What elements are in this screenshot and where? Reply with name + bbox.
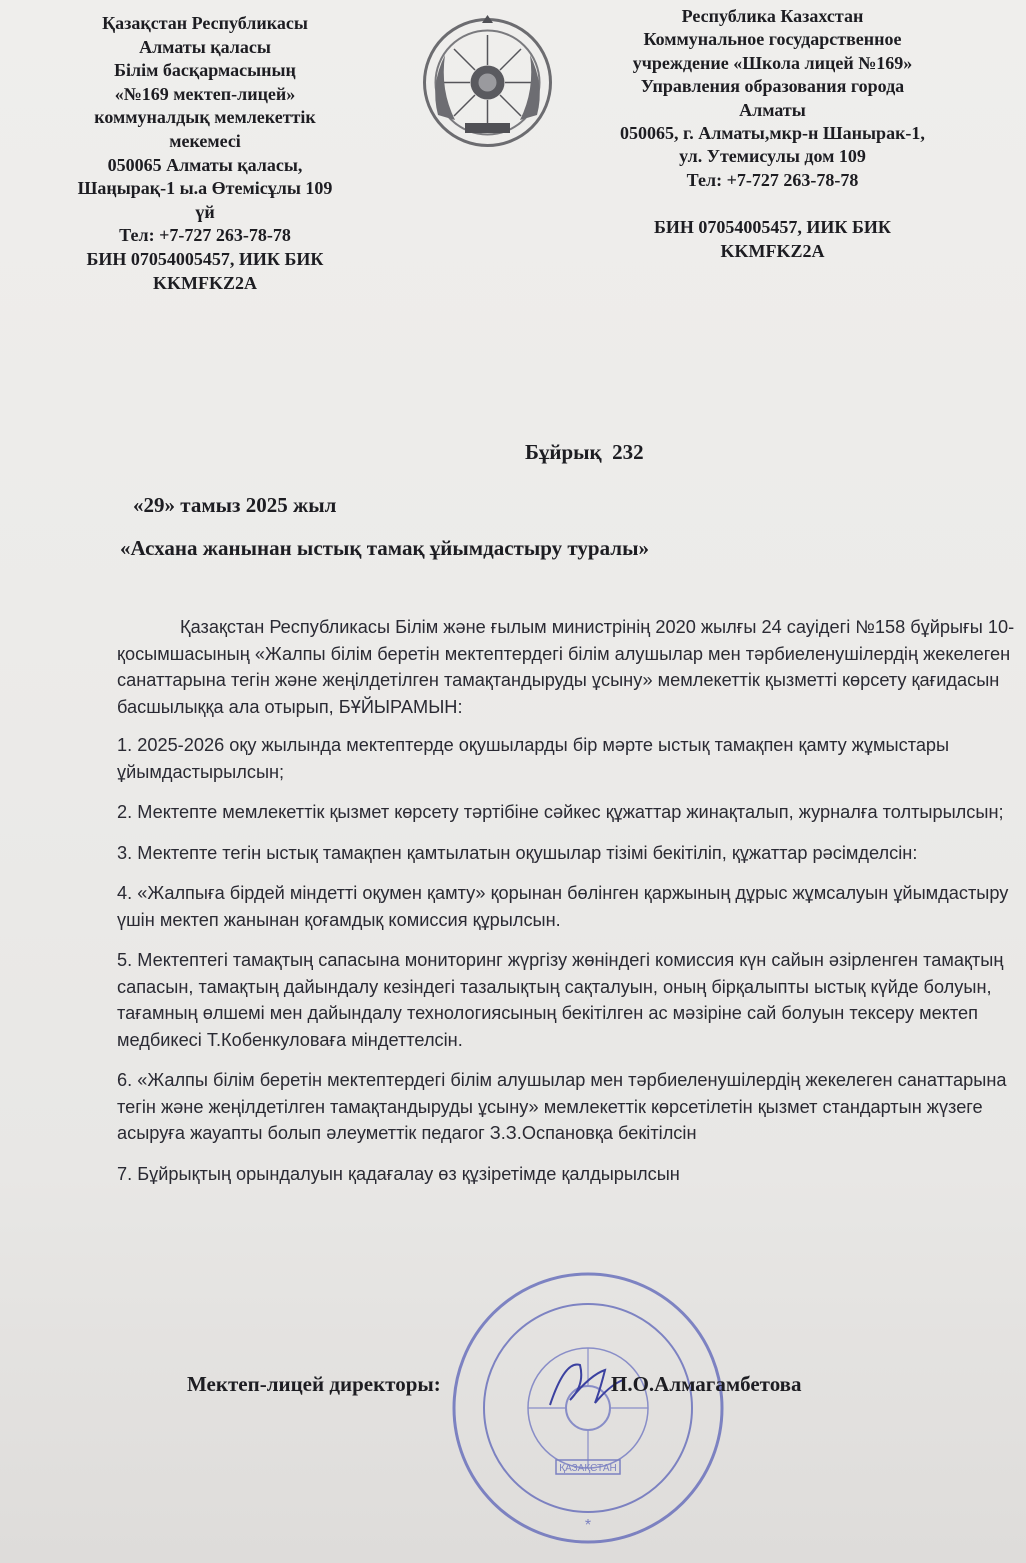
header-right-line: БИН 07054005457, ИИК БИК (654, 217, 891, 238)
header-left-line: Шаңырақ-1 ы.а Өтемісұлы 109 (77, 178, 333, 199)
header-left-line: Қазақстан Республикасы (102, 13, 308, 33)
header-left-line: «№169 мектеп-лицей» (114, 83, 296, 104)
header-left-line: Білім басқармасының (114, 60, 296, 81)
order-intro-paragraph: Қазақстан Республикасы Білім және ғылым министрінің 2020 жылғы 24 сауідегі №158 бұйрығы 10-қосымшасының «Жалпы білім беретін мектептердегі білім алушылар мен тәрбиеленушілердің жекелеген санаттарына тегін және жеңілдетілген тамақтандыруды ұсыну» мемлекеттік қызметті көрсету қағидасын басшылыққа ала отырып, БҰЙЫРАМЫН: (117, 617, 1015, 717)
header-left-line: коммуналдық мемлекеттік (94, 107, 316, 128)
stamp-text: ҚАЗАҚСТАН (559, 1463, 617, 1474)
header-right-line: ул. Утемисулы дом 109 (679, 146, 866, 167)
signatory-name: П.О.Алмагамбетова (611, 1372, 802, 1396)
order-item-6: 6. «Жалпы білім беретін мектептердегі білім алушылар мен тәрбиеленушілердің жекелеген санаттарына тегін және жеңілдетілген тамақтандыруды ұсыну» мемлекеттік көрсетілетін қызмет стандартын жүзеге асыруға жауапты болып әлеуметтік педагог З.З.Оспановқа бекітілсін (117, 1070, 1007, 1143)
header-right-russian (575, 5, 970, 263)
header-left-kazakh (40, 12, 370, 295)
header-left-line: 050065 Алматы қаласы, (107, 154, 303, 175)
header-right-spacer (575, 192, 970, 216)
header-left-line: үй (195, 201, 215, 222)
order-title: Бұйрық 232 (525, 440, 644, 464)
order-item-3: 3. Мектепте тегін ыстық тамақпен қамтылатын оқушылар тізімі бекітіліп, құжаттар рәсімделсін: (117, 842, 918, 863)
order-item-1: 1. 2025-2026 оқу жылында мектептерде оқушыларды бір мәрте ыстық тамақпен қамту жұмыстары ұйымдастырылсын; (117, 735, 950, 782)
header-left-line: Алматы қаласы (139, 36, 271, 57)
header-right-line: учреждение «Школа лицей №169» (632, 52, 913, 73)
header-right-line: Управления образования города (640, 76, 905, 97)
header-left-line: мекемесі (169, 130, 241, 151)
header-right-line: 050065, г. Алматы,мкр-н Шанырак-1, (620, 123, 925, 144)
header-left-line: Тел: +7-727 263-78-78 (119, 225, 291, 246)
header-right-line: KKMFKZ2A (720, 240, 825, 261)
header-right-line: Республика Казахстан (681, 6, 864, 26)
order-body (117, 614, 1017, 1201)
header-left-line: KKMFKZ2A (153, 272, 257, 293)
kazakhstan-emblem-icon (420, 15, 555, 150)
order-item-5: 5. Мектептегі тамақтың сапасына мониторинг жүргізу жөніндегі комиссия күн сайын әзірленген тамақтың сапасын, тамақтың дайындалу кезіндегі тазалықтың сақталуын, оның бірқалыпты ыстық күйде болуын, тағамның өлшемі мен дайындалу технологиясының бекітілген ас мәзіріне сай болуын тексеру мектеп медбикесі Т.Кобенкуловаға міндеттелсін. (117, 950, 1004, 1050)
header-right-line: Алматы (739, 99, 806, 120)
signatory-title: Мектеп-лицей директоры: (187, 1372, 441, 1396)
order-item-7: 7. Бұйрықтың орындалуын қадағалау өз құзіретімде қалдырылсын (117, 1163, 680, 1184)
order-item-4: 4. «Жалпыға бірдей міндетті оқумен қамту» қорынан бөлінген қаржының дұрыс жұмсалуын ұйымдастыру үшін мектеп жанынан қоғамдық комиссия құрылсын. (117, 883, 1009, 930)
header-right-line: Тел: +7-727 263-78-78 (686, 169, 859, 190)
order-item-2: 2. Мектепте мемлекеттік қызмет көрсету тәртібіне сәйкес құжаттар жинақталып, журналға толтырылсын; (117, 802, 1004, 822)
order-date: «29» тамыз 2025 жыл (133, 493, 337, 517)
header-left-line: БИН 07054005457, ИИК БИК (86, 248, 324, 269)
svg-text:*: * (584, 1517, 592, 1534)
header-right-line: Коммунальное государственное (643, 29, 902, 50)
order-subject: «Асхана жанынан ыстық тамақ ұйымдастыру туралы» (120, 536, 649, 560)
